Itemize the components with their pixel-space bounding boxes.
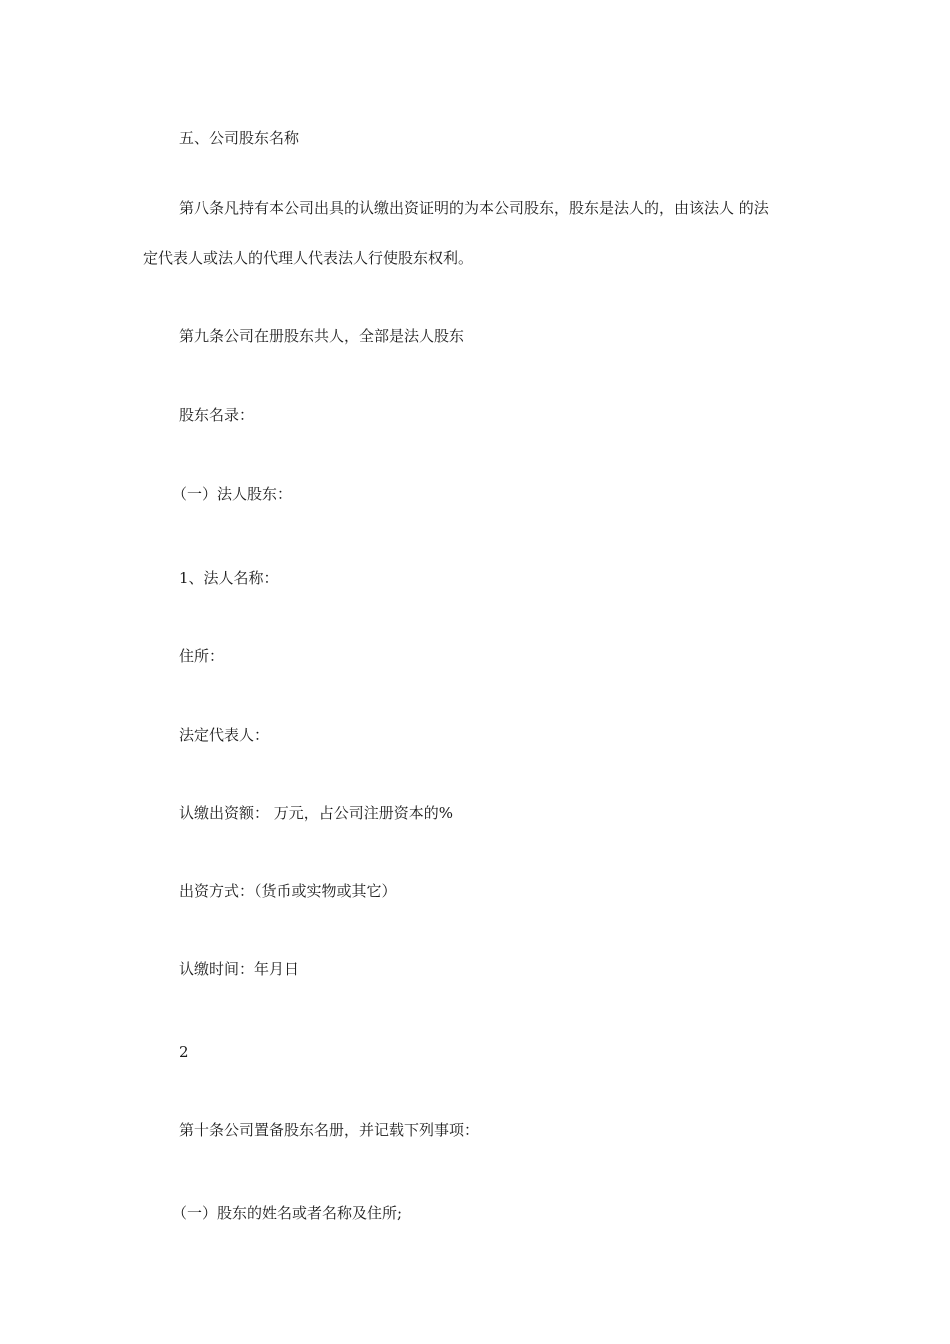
item-number: 2 [179,1043,189,1061]
article-8-line-1: 第八条凡持有本公司出具的认缴出资证明的为本公司股东，股东是法人的，由该法人 的法 [179,199,769,217]
article-8-line-2: 定代表人或法人的代理人代表法人行使股东权利。 [143,249,474,267]
legal-person-shareholder-heading: （一）法人股东： [172,485,293,503]
legal-representative: 法定代表人： [179,726,270,744]
article-10-item-1: （一）股东的姓名或者名称及住所; [172,1204,403,1222]
article-10: 第十条公司置备股东名册，并记载下列事项： [179,1121,480,1139]
article-9: 第九条公司在册股东共人，全部是法人股东 [179,327,465,345]
section-heading: 五、公司股东名称 [179,129,300,147]
address: 住所： [179,647,225,665]
contribution-method: 出资方式：（货币或实物或其它） [179,882,397,900]
legal-person-name: 1、法人名称： [179,569,279,587]
shareholder-list-heading: 股东名录： [179,406,255,424]
subscribed-capital: 认缴出资额： 万元，占公司注册资本的% [179,804,454,822]
subscription-date: 认缴时间：年月日 [179,960,300,978]
